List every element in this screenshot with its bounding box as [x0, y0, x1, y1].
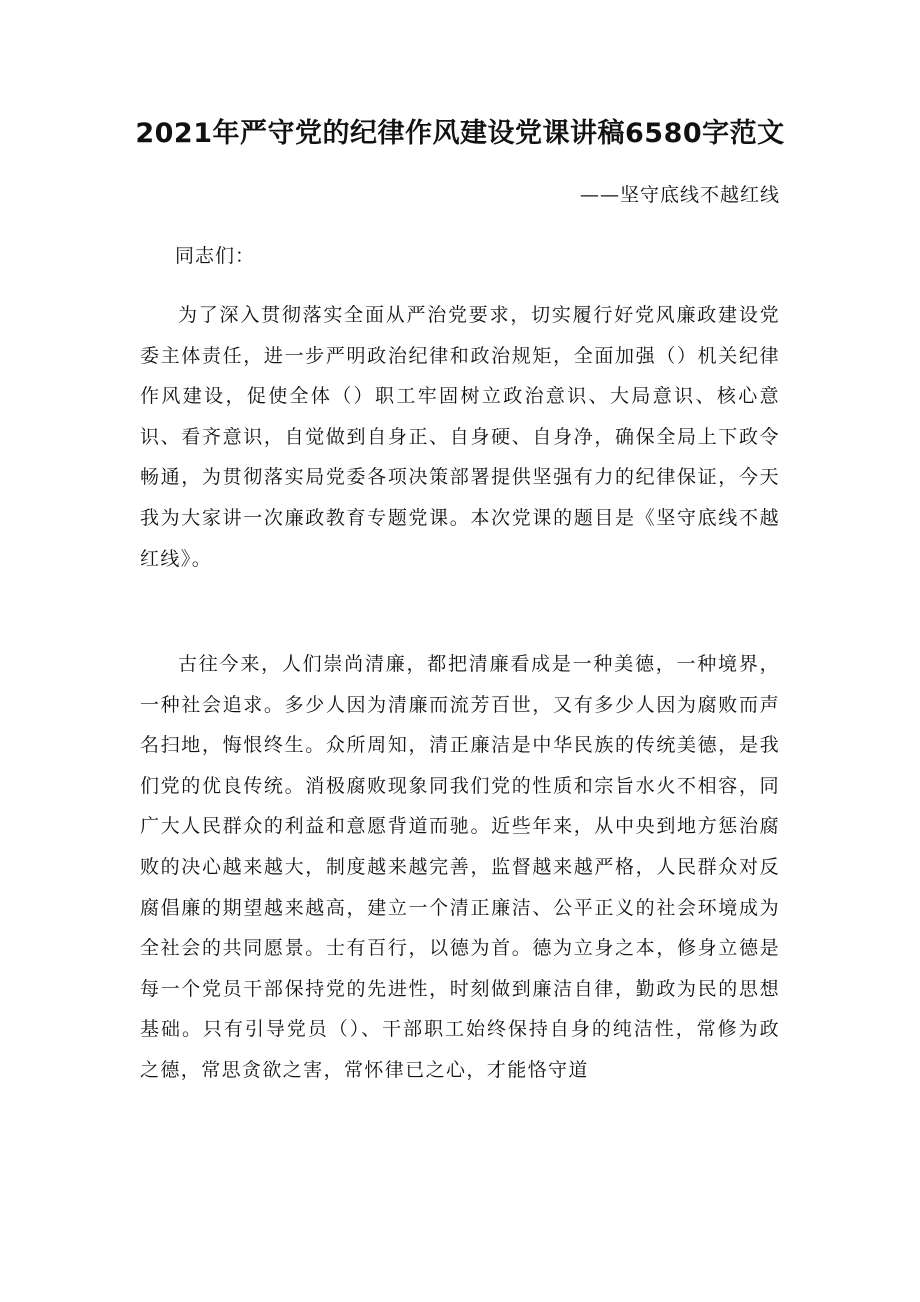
body-paragraph-2: 古往今来，人们崇尚清廉，都把清廉看成是一种美德，一种境界，一种社会追求。多少人因为清廉而流芳百世，又有多少人因为腐败而声名扫地，悔恨终生。众所周知，清正廉洁是中华民族的传统美德，是我们党的优良传统。消极腐败现象同我们党的性质和宗旨水火不相容，同广大人民群众的利益和意愿背道而驰。近些年来，从中央到地方惩治腐败的决心越来越大，制度越来越完善，监督越来越严格，人民群众对反腐倡廉的期望越来越高，建立一个清正廉洁、公平正义的社会环境成为全社会的共同愿景。士有百行，以德为首。德为立身之本，修身立德是每一个党员干部保持党的先进性，时刻做到廉洁自律，勤政为民的思想基础。只有引导党员（）、干部职工始终保持自身的纯洁性，常修为政之德，常思贪欲之害，常怀律已之心，才能恪守道	[140, 653, 780, 1081]
body-paragraph-1: 为了深入贯彻落实全面从严治党要求，切实履行好党风廉政建设党委主体责任，进一步严明政治纪律和政治规矩，全面加强（）机关纪律作风建设，促使全体（）职工牢固树立政治意识、大局意识、核心意识、看齐意识，自觉做到自身正、自身硬、自身净，确保全局上下政令畅通，为贯彻落实局党委各项决策部署提供坚强有力的纪律保证，今天我为大家讲一次廉政教育专题党课。本次党课的题目是《坚守底线不越红线》。	[140, 304, 780, 570]
document-title: 2021年严守党的纪律作风建设党课讲稿6580字范文	[135, 118, 785, 149]
document-subtitle: ——坚守底线不越红线	[579, 184, 780, 206]
salutation: 同志们：	[175, 245, 256, 267]
